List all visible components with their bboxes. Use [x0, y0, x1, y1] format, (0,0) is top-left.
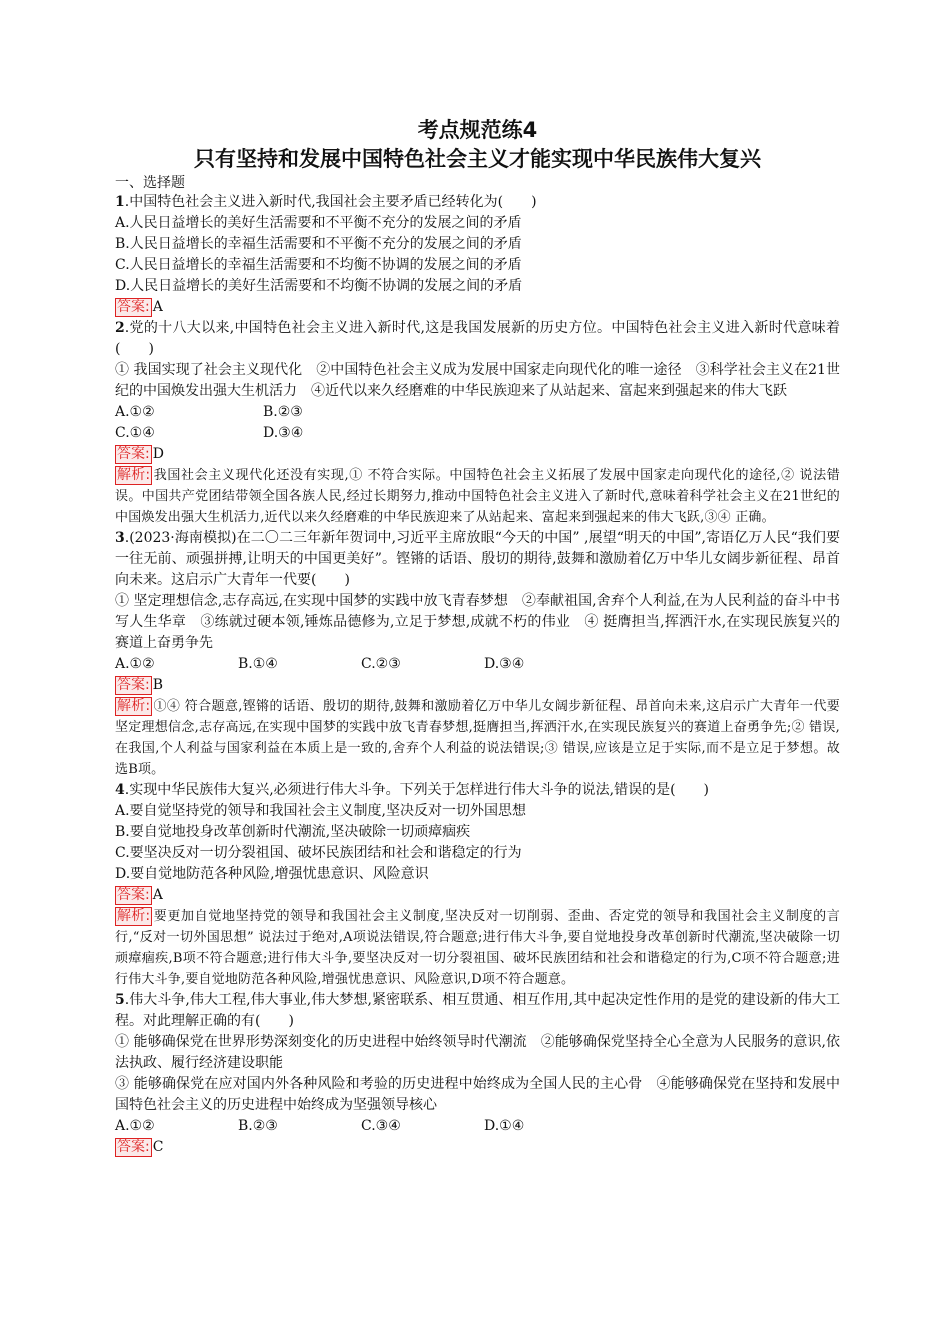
analysis-text: ①④ 符合题意,铿锵的话语、殷切的期待,鼓舞和激励着亿万中华儿女阔步新征程、昂首向未来,这启示广大青年一代要坚定理想信念,志存高远,在实现中国梦的实践中放飞青春梦想,挺膺担当,挥洒汗水,在实现民族复兴的赛道上奋勇争先;② 错误,在我国,个人利益与国家利益在本质上是一致的,舍弃个人利益的说法错误;③ 错误,应该是立足于实际,而不是立足于梦想。故选B项。 [115, 699, 840, 777]
document-page [115, 116, 840, 1158]
option-a: A.①② [115, 656, 155, 672]
answer-label: 答案: [117, 1139, 150, 1155]
answer-value: A [152, 887, 163, 903]
option-d: D.①④ [484, 1118, 525, 1134]
option-c: C.要坚决反对一切分裂祖国、破坏民族团结和社会和谐稳定的行为 [115, 845, 522, 861]
option-b: B.②③ [263, 404, 303, 420]
option-c: C.人民日益增长的幸福生活需要和不均衡不协调的发展之间的矛盾 [115, 257, 522, 273]
section-heading: 一、选择题 [115, 175, 185, 191]
analysis-text: 我国社会主义现代化还没有实现,① 不符合实际。中国特色社会主义拓展了发展中国家走向现代化的途径,② 说法错误。中国共产党团结带领全国各族人民,经过长期努力,推动中国特色社会主义进入了新时代,意味着科学社会主义在21世纪的中国焕发出强大生机活力,近代以来久经磨难的中华民族迎来了从站起来、富起来到强起来的伟大飞跃,③④ 正确。 [115, 468, 840, 525]
question-2 [115, 318, 840, 528]
question-items-2: ③ 能够确保党在应对国内外各种风险和考验的历史进程中始终成为全国人民的主心骨 ④能够确保党在坚持和发展中国特色社会主义的历史进程中始终成为坚强领导核心 [115, 1076, 840, 1113]
option-b: B.要自觉地投身改革创新时代潮流,坚决破除一切顽瘴痼疾 [115, 824, 471, 840]
answer-label: 答案: [117, 299, 150, 315]
question-stem: .伟大斗争,伟大工程,伟大事业,伟大梦想,紧密联系、相互贯通、相互作用,其中起决定性作用的是党的建设新的伟大工程。对此理解正确的有( ) [115, 992, 840, 1029]
question-number: 2 [115, 320, 125, 336]
option-a: A.①② [115, 404, 155, 420]
analysis-label: 解析: [117, 908, 151, 924]
question-3 [115, 528, 840, 780]
option-c: C.②③ [361, 656, 401, 672]
doc-subtitle: 只有坚持和发展中国特色社会主义才能实现中华民族伟大复兴 [194, 147, 761, 171]
option-b: B.②③ [238, 1118, 278, 1134]
option-d: D.③④ [263, 425, 304, 441]
question-stem: .党的十八大以来,中国特色社会主义进入新时代,这是我国发展新的历史方位。中国特色社会主义进入新时代意味着( ) [115, 320, 840, 357]
question-5 [115, 990, 840, 1158]
question-4 [115, 780, 840, 990]
question-1 [115, 192, 840, 318]
option-a: A.①② [115, 1118, 155, 1134]
question-number: 5 [115, 992, 125, 1008]
answer-value: D [152, 446, 164, 462]
option-d: D.要自觉地防范各种风险,增强忧患意识、风险意识 [115, 866, 429, 882]
answer-value: B [152, 677, 164, 693]
doc-title: 考点规范练4 [417, 118, 538, 142]
answer-label: 答案: [117, 887, 150, 903]
option-c: C.③④ [361, 1118, 401, 1134]
question-items: ① 坚定理想信念,志存高远,在实现中国梦的实践中放飞青春梦想 ②奉献祖国,舍弃个人利益,在为人民利益的奋斗中书写人生华章 ③练就过硬本领,锤炼品德修为,立足于梦想,成就不朽的伟业 ④ 挺膺担当,挥洒汗水,在实现民族复兴的赛道上奋勇争先 [115, 593, 840, 651]
question-stem: .中国特色社会主义进入新时代,我国社会主要矛盾已经转化为( ) [124, 194, 537, 210]
option-d: D.③④ [484, 656, 525, 672]
answer-value: C [152, 1139, 164, 1155]
option-b: B.①④ [238, 656, 278, 672]
answer-value: A [152, 299, 163, 315]
question-number: 1 [115, 194, 125, 210]
analysis-label: 解析: [117, 467, 151, 483]
question-stem: .(2023·海南模拟)在二〇二三年新年贺词中,习近平主席放眼“今天的中国” ,展望“明天的中国”,寄语亿万人民“我们要一往无前、顽强拼搏,让明天的中国更美好”。铿锵的话语、殷切的期待,鼓舞和激励着亿万中华儿女阔步新征程、昂首向未来。这启示广大青年一代要( ) [115, 530, 840, 588]
question-items: ① 我国实现了社会主义现代化 ②中国特色社会主义成为发展中国家走向现代化的唯一途径 ③科学社会主义在21世纪的中国焕发出强大生机活力 ④近代以来久经磨难的中华民族迎来了从站起来、富起来到强起来的伟大飞跃 [115, 362, 840, 399]
question-stem: .实现中华民族伟大复兴,必须进行伟大斗争。下列关于怎样进行伟大斗争的说法,错误的是( ) [124, 782, 710, 798]
option-c: C.①④ [115, 425, 155, 441]
question-number: 3 [115, 530, 125, 546]
analysis-text: 要更加自觉地坚持党的领导和我国社会主义制度,坚决反对一切削弱、歪曲、否定党的领导和我国社会主义制度的言行,“反对一切外国思想” 说法过于绝对,A项说法错误,符合题意;进行伟大斗争,要自觉地投身改革创新时代潮流,坚决破除一切顽瘴痼疾,B项不符合题意;进行伟大斗争,要坚决反对一切分裂祖国、破坏民族团结和社会和谐稳定的行为,C项不符合题意;进行伟大斗争,要自觉地防范各种风险,增强忧患意识、风险意识,D项不符合题意。 [115, 909, 840, 987]
answer-label: 答案: [117, 446, 150, 462]
question-items-1: ① 能够确保党在世界形势深刻变化的历史进程中始终领导时代潮流 ②能够确保党坚持全心全意为人民服务的意识,依法执政、履行经济建设职能 [115, 1034, 840, 1071]
option-b: B.人民日益增长的幸福生活需要和不平衡不充分的发展之间的矛盾 [115, 236, 522, 252]
question-number: 4 [115, 782, 125, 798]
option-d: D.人民日益增长的美好生活需要和不均衡不协调的发展之间的矛盾 [115, 278, 523, 294]
option-a: A.人民日益增长的美好生活需要和不平衡不充分的发展之间的矛盾 [115, 215, 522, 231]
answer-label: 答案: [117, 677, 150, 693]
analysis-label: 解析: [117, 698, 151, 714]
option-a: A.要自觉坚持党的领导和我国社会主义制度,坚决反对一切外国思想 [115, 803, 527, 819]
